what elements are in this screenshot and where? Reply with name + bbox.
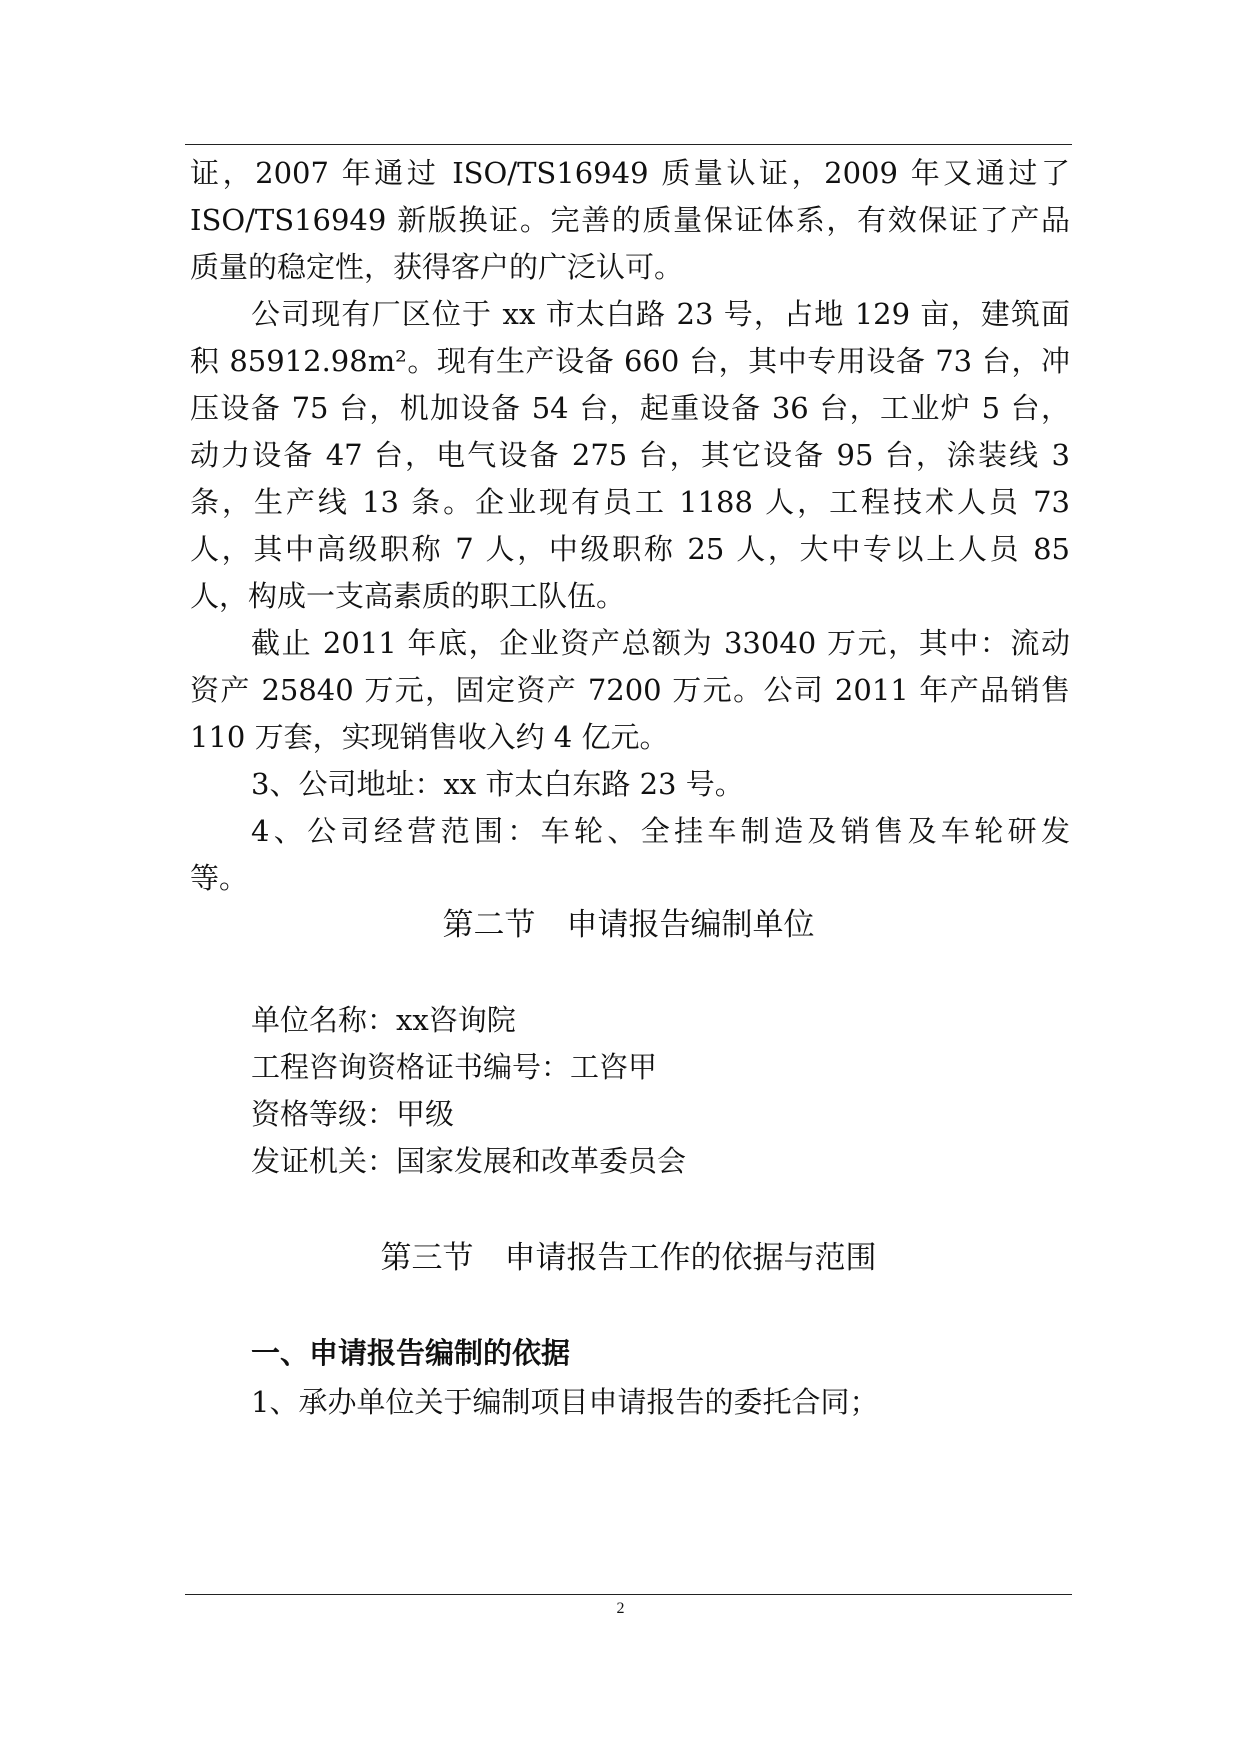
page-number: 2 [616, 1600, 625, 1617]
section-3-title: 第三节 申请报告工作的依据与范围 [380, 1240, 877, 1276]
paragraph-line: 动力设备 47 台，电气设备 275 台，其它设备 95 台，涂装线 3 [190, 438, 1070, 472]
header-rule [185, 144, 1072, 145]
paragraph-line: 证，2007 年通过 ISO/TS16949 质量认证，2009 年又通过了 [190, 156, 1070, 190]
certificate-number: 工程咨询资格证书编号：工咨甲 [251, 1050, 658, 1084]
unit-name: 单位名称：xx咨询院 [251, 1003, 516, 1037]
paragraph-line: 质量的稳定性，获得客户的广泛认可。 [190, 250, 684, 284]
footer-rule [185, 1594, 1072, 1595]
business-scope: 4、公司经营范围：车轮、全挂车制造及销售及车轮研发 [251, 814, 1070, 848]
subheading: 一、申请报告编制的依据 [251, 1336, 571, 1370]
paragraph-line: 人，其中高级职称 7 人，中级职称 25 人，大中专以上人员 85 [190, 532, 1070, 566]
business-scope: 等。 [190, 861, 249, 895]
paragraph-line: 资产 25840 万元，固定资产 7200 万元。公司 2011 年产品销售 [190, 673, 1070, 707]
section-2-title: 第二节 申请报告编制单位 [442, 907, 815, 943]
paragraph-line: 人，构成一支高素质的职工队伍。 [190, 579, 626, 613]
paragraph-line: 110 万套，实现销售收入约 4 亿元。 [190, 720, 669, 754]
paragraph-line: 截止 2011 年底，企业资产总额为 33040 万元，其中：流动 [251, 626, 1070, 660]
issuing-authority: 发证机关：国家发展和改革委员会 [251, 1144, 687, 1178]
paragraph-line: 压设备 75 台，机加设备 54 台，起重设备 36 台，工业炉 5 台， [190, 391, 1070, 425]
paragraph-line: 公司现有厂区位于 xx 市太白路 23 号，占地 129 亩，建筑面 [251, 297, 1070, 331]
basis-item: 1、承办单位关于编制项目申请报告的委托合同； [251, 1385, 879, 1419]
paragraph-line: 积 85912.98m²。现有生产设备 660 台，其中专用设备 73 台，冲 [190, 344, 1070, 378]
paragraph-line: ISO/TS16949 新版换证。完善的质量保证体系，有效保证了产品 [190, 203, 1070, 237]
company-address: 3、公司地址：xx 市太白东路 23 号。 [251, 767, 744, 801]
qualification-grade: 资格等级：甲级 [251, 1097, 455, 1131]
paragraph-line: 条，生产线 13 条。企业现有员工 1188 人，工程技术人员 73 [190, 485, 1070, 519]
